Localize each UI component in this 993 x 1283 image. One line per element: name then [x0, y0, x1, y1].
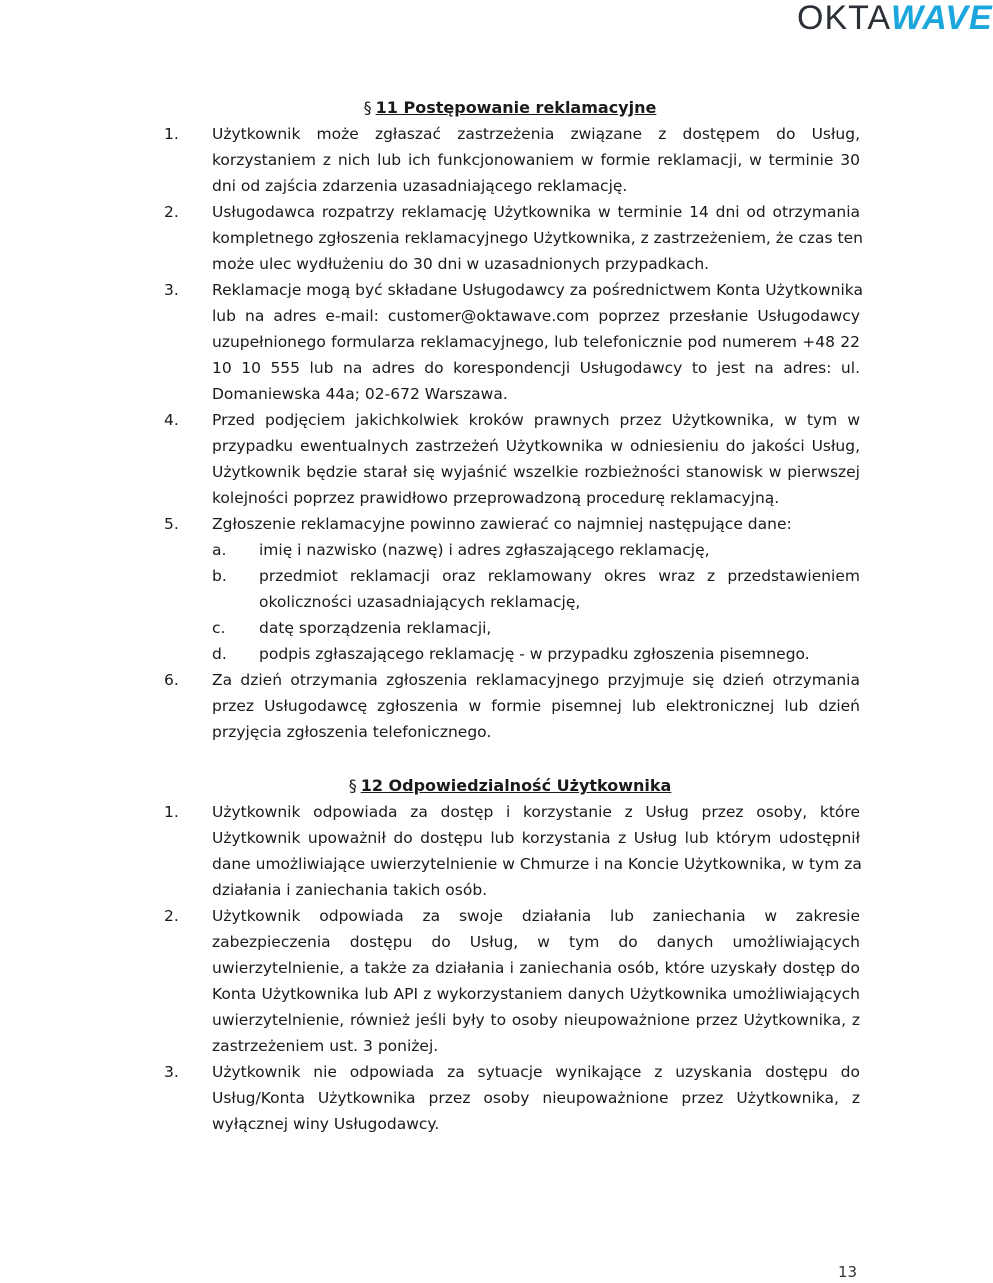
oktawave-logo [797, 0, 993, 37]
list-item-line: dane umożliwiające uwierzytelnienie w Chmurze i na Koncie Użytkownika, w tym za [212, 855, 862, 873]
sub-item-letter: a. [212, 541, 227, 559]
list-item-line: Użytkownik będzie starał się wyjaśnić wszelkie rozbieżności stanowisk w pierwszej [212, 463, 860, 481]
list-item-line: Użytkownik upoważnił do dostępu lub korzystania z Usług lub którym udostępnił [212, 829, 860, 847]
list-item-line: Za dzień otrzymania zgłoszenia reklamacyjnego przyjmuje się dzień otrzymania [212, 671, 860, 689]
list-item-number: 6. [164, 671, 179, 689]
list-item-line: kompletnego zgłoszenia reklamacyjnego Użytkownika, z zastrzeżeniem, że czas ten [212, 229, 863, 247]
list-item-line: uwierzytelnienie, a także za działania i zaniechania osób, które uzyskały dostęp do [212, 959, 860, 977]
list-item-line: Zgłoszenie reklamacyjne powinno zawierać co najmniej następujące dane: [212, 515, 792, 533]
list-item-line: kolejności poprzez prawidłowo przeprowadzoną procedurę reklamacyjną. [212, 489, 780, 507]
list-item-number: 2. [164, 203, 179, 221]
list-item-number: 4. [164, 411, 179, 429]
list-item-line: Przed podjęciem jakichkolwiek kroków prawnych przez Użytkownika, w tym w [212, 411, 860, 429]
page-number: 13 [838, 1263, 858, 1281]
list-item-line: Użytkownik odpowiada za dostęp i korzystanie z Usług przez osoby, które [212, 803, 860, 821]
list-item-number: 2. [164, 907, 179, 925]
list-item-line: przypadku ewentualnych zastrzeżeń Użytkownika w odniesieniu do jakości Usług, [212, 437, 860, 455]
sub-item-line: podpis zgłaszającego reklamację - w przypadku zgłoszenia pisemnego. [259, 645, 810, 663]
list-item-line: 10 10 555 lub na adres do korespondencji Usługodawcy to jest na adres: ul. [212, 359, 860, 377]
list-item-line: Usługodawca rozpatrzy reklamację Użytkownika w terminie 14 dni od otrzymania [212, 203, 860, 221]
list-item-line: wyłącznej winy Usługodawcy. [212, 1115, 440, 1133]
list-item-line: dni od zajścia zdarzenia uzasadniającego reklamację. [212, 177, 628, 195]
list-item-line: zabezpieczenia dostępu do Usług, w tym do danych umożliwiających [212, 933, 860, 951]
list-item-line: zastrzeżeniem ust. 3 poniżej. [212, 1037, 439, 1055]
sub-item-letter: d. [212, 645, 227, 663]
list-item-line: Konta Użytkownika lub API z wykorzystaniem danych Użytkownika umożliwiających [212, 985, 860, 1003]
section11-heading [160, 95, 860, 121]
list-item-line: przyjęcia zgłoszenia telefonicznego. [212, 723, 492, 741]
logo-text-okta: OKTA [797, 0, 892, 37]
list-item-number: 3. [164, 281, 179, 299]
section-sign: § [363, 98, 372, 117]
sub-item-letter: b. [212, 567, 227, 585]
list-item-number: 1. [164, 125, 179, 143]
list-item-line: Domaniewska 44a; 02-672 Warszawa. [212, 385, 508, 403]
list-item-line: Użytkownik odpowiada za swoje działania lub zaniechania w zakresie [212, 907, 860, 925]
list-item-line: Usług/Konta Użytkownika przez osoby nieupoważnione przez Użytkownika, z [212, 1089, 860, 1107]
list-item-line: uwierzytelnienie, również jeśli były to osoby nieupoważnione przez Użytkownika, z [212, 1011, 860, 1029]
list-item-line: przez Usługodawcę zgłoszenia w formie pisemnej lub elektronicznej lub dzień [212, 697, 860, 715]
sub-item-letter: c. [212, 619, 226, 637]
list-item-line: Reklamacje mogą być składane Usługodawcy za pośrednictwem Konta Użytkownika [212, 281, 863, 299]
logo-text-wave: WAVE [891, 0, 993, 37]
section-title: 11 Postępowanie reklamacyjne [375, 98, 657, 117]
sub-item-line: datę sporządzenia reklamacji, [259, 619, 492, 637]
section-title: 12 Odpowiedzialność Użytkownika [360, 776, 672, 795]
sub-item-line: imię i nazwisko (nazwę) i adres zgłaszającego reklamację, [259, 541, 710, 559]
list-item-line: działania i zaniechania takich osób. [212, 881, 488, 899]
sub-item-line: okoliczności uzasadniających reklamację, [259, 593, 581, 611]
section-sign: § [348, 776, 357, 795]
sub-item-line: przedmiot reklamacji oraz reklamowany okres wraz z przedstawieniem [259, 567, 860, 585]
list-item-line: korzystaniem z nich lub ich funkcjonowaniem w formie reklamacji, w terminie 30 [212, 151, 860, 169]
list-item-line: Użytkownik nie odpowiada za sytuacje wynikające z uzyskania dostępu do [212, 1063, 860, 1081]
section12-heading [160, 773, 860, 799]
list-item-line: może ulec wydłużeniu do 30 dni w uzasadnionych przypadkach. [212, 255, 710, 273]
list-item-number: 1. [164, 803, 179, 821]
list-item-line: lub na adres e-mail: customer@oktawave.com poprzez przesłanie Usługodawcy [212, 307, 860, 325]
list-item-line: uzupełnionego formularza reklamacyjnego, lub telefonicznie pod numerem +48 22 [212, 333, 860, 351]
list-item-line: Użytkownik może zgłaszać zastrzeżenia związane z dostępem do Usług, [212, 125, 860, 143]
list-item-number: 3. [164, 1063, 179, 1081]
list-item-number: 5. [164, 515, 179, 533]
